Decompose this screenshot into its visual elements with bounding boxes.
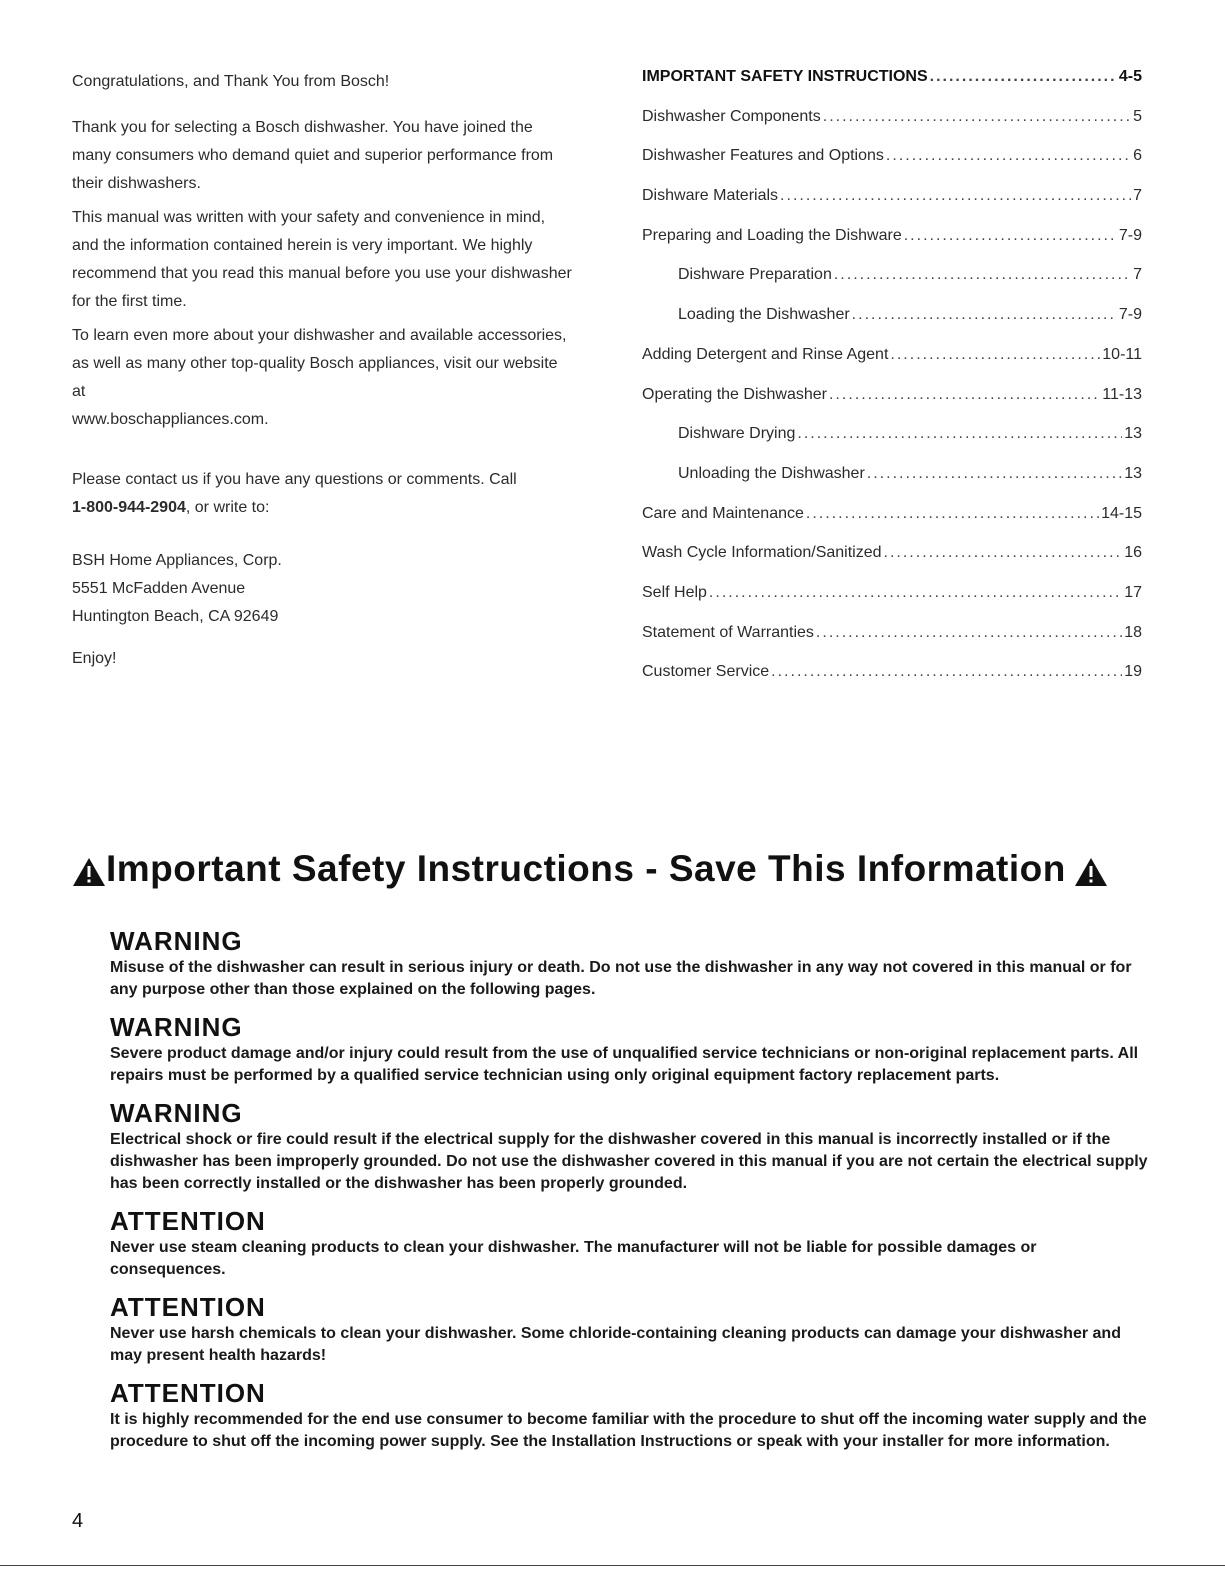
toc-page: 13: [1124, 425, 1142, 443]
toc-page: 7-9: [1118, 306, 1142, 324]
attention-heading: ATTENTION: [110, 1378, 266, 1408]
intro-para2: This manual was written with your safety and convenience in mind, and the information contained herein is very important. We highly recommend that you read this manual before you use your dishwasher for the first time.: [72, 209, 572, 310]
toc-label: Statement of Warranties: [642, 623, 814, 641]
toc-row[interactable]: [642, 346, 1142, 374]
warning-triangle-icon: [1074, 854, 1108, 884]
website-link[interactable]: www.boschappliances.com.: [72, 411, 269, 428]
toc-row[interactable]: [642, 68, 1142, 96]
toc-row[interactable]: [642, 505, 1142, 533]
toc-dots: [816, 624, 1122, 642]
toc-row[interactable]: [642, 584, 1142, 612]
toc-label: Unloading the Dishwasher: [678, 464, 865, 482]
toc-row[interactable]: [642, 624, 1142, 652]
intro-para1: Thank you for selecting a Bosch dishwasher. You have joined the many consumers who demand quiet and superior performance from their dishwashers.: [72, 119, 554, 192]
address-line-1: BSH Home Appliances, Corp.: [72, 552, 282, 569]
table-of-contents: [642, 68, 1142, 703]
toc-row[interactable]: [642, 108, 1142, 136]
toc-label: Adding Detergent and Rinse Agent: [642, 345, 889, 363]
attention-text: Never use steam cleaning products to clean your dishwasher. The manufacturer will not be liable for possible damages or consequences.: [110, 1239, 1037, 1278]
toc-page: 14-15: [1101, 504, 1142, 522]
warning-heading: WARNING: [110, 1098, 243, 1128]
toc-dots: [834, 266, 1131, 284]
warning-heading: WARNING: [110, 1012, 243, 1042]
toc-label: Dishware Materials: [642, 187, 779, 205]
closing-text: Enjoy!: [72, 650, 117, 667]
toc-dots: [829, 386, 1100, 404]
warnings-list: [110, 925, 1150, 1463]
toc-label: Customer Service: [642, 663, 770, 681]
toc-dots: [930, 68, 1117, 86]
toc-page: 16: [1124, 544, 1142, 562]
attention-block: [110, 1377, 1150, 1453]
intro-para3: To learn even more about your dishwasher and available accessories, as well as many other top-quality Bosch appliances, visit our website at: [72, 327, 567, 400]
phone-number: 1-800-944-2904: [72, 499, 186, 516]
toc-row[interactable]: [642, 306, 1142, 334]
toc-page: 17: [1124, 583, 1142, 601]
toc-row[interactable]: [642, 425, 1142, 453]
toc-dots: [771, 663, 1122, 681]
warning-heading: WARNING: [110, 926, 243, 956]
toc-label: IMPORTANT SAFETY INSTRUCTIONS: [642, 68, 928, 85]
toc-row[interactable]: [642, 266, 1142, 294]
warning-text: Misuse of the dishwasher can result in serious injury or death. Do not use the dishwasher in any way not covered in this manual or for any purpose other than those explained on the following pages.: [110, 959, 1132, 998]
toc-label: Dishwasher Components: [642, 107, 821, 125]
toc-dots: [886, 147, 1131, 165]
toc-row[interactable]: [642, 147, 1142, 175]
toc-dots: [867, 465, 1122, 483]
toc-label: Preparing and Loading the Dishware: [642, 226, 902, 244]
contact-suffix: , or write to:: [185, 499, 270, 516]
warning-text: Severe product damage and/or injury could result from the use of unqualified service technicians or non-original replacement parts. All repairs must be performed by a qualified service technician using only original equipment factory replacement parts.: [110, 1045, 1139, 1084]
bottom-rule: [0, 1565, 1225, 1566]
toc-label: Dishwasher Features and Options: [642, 147, 884, 165]
toc-dots: [780, 187, 1131, 205]
address-line-2: 5551 McFadden Avenue: [72, 580, 246, 597]
attention-heading: ATTENTION: [110, 1206, 266, 1236]
warning-block: [110, 1097, 1150, 1195]
attention-text: It is highly recommended for the end use consumer to become familiar with the procedure to shut off the incoming water supply and the procedure to shut off the incoming power supply. See the Installation Instructions or speak with your installer for more information.: [110, 1411, 1147, 1450]
toc-dots: [797, 425, 1122, 443]
toc-dots: [852, 306, 1117, 324]
intro-congrats: Congratulations, and Thank You from Bosch!: [72, 73, 390, 90]
contact-paragraph: [72, 466, 572, 522]
warning-block: [110, 1011, 1150, 1087]
toc-page: 13: [1124, 464, 1142, 482]
toc-label: Wash Cycle Information/Sanitized: [642, 544, 882, 562]
toc-row[interactable]: [642, 663, 1142, 691]
section-title-text: Important Safety Instructions - Save This Information: [106, 848, 1066, 889]
toc-dots: [823, 108, 1131, 126]
toc-page: 11-13: [1102, 385, 1142, 403]
toc-page: 7: [1133, 187, 1142, 205]
section-title: [72, 848, 1152, 890]
toc-row[interactable]: [642, 386, 1142, 414]
toc-row[interactable]: [642, 544, 1142, 572]
intro-column: [72, 68, 572, 673]
page-number: 4: [72, 1510, 84, 1532]
attention-text: Never use harsh chemicals to clean your dishwasher. Some chloride-containing cleaning products can damage your dishwasher and may present health hazards!: [110, 1325, 1121, 1364]
toc-row[interactable]: [642, 187, 1142, 215]
toc-dots: [806, 505, 1099, 523]
toc-page: 5: [1133, 107, 1142, 125]
contact-text: Please contact us if you have any questions or comments. Call: [72, 471, 517, 488]
toc-page: 10-11: [1102, 345, 1142, 363]
toc-dots: [904, 227, 1117, 245]
toc-label: Care and Maintenance: [642, 504, 804, 522]
toc-label: Loading the Dishwasher: [678, 306, 850, 324]
attention-block: [110, 1291, 1150, 1367]
toc-dots: [890, 346, 1100, 364]
toc-page: 7: [1133, 266, 1142, 284]
toc-page: 4-5: [1118, 68, 1142, 85]
toc-page: 7-9: [1118, 226, 1142, 244]
toc-dots: [709, 584, 1122, 602]
toc-label: Operating the Dishwasher: [642, 385, 827, 403]
toc-page: 6: [1133, 147, 1142, 165]
address-line-3: Huntington Beach, CA 92649: [72, 608, 279, 625]
toc-row[interactable]: [642, 465, 1142, 493]
toc-label: Self Help: [642, 583, 707, 601]
toc-dots: [884, 544, 1123, 562]
attention-heading: ATTENTION: [110, 1292, 266, 1322]
toc-page: 18: [1124, 623, 1142, 641]
warning-block: [110, 925, 1150, 1001]
warning-triangle-icon: [72, 854, 106, 884]
toc-page: 19: [1124, 663, 1142, 681]
toc-label: Dishware Preparation: [678, 266, 832, 284]
attention-block: [110, 1205, 1150, 1281]
toc-row[interactable]: [642, 227, 1142, 255]
toc-label: Dishware Drying: [678, 425, 796, 443]
warning-text: Electrical shock or fire could result if the electrical supply for the dishwasher covered in this manual is incorrectly installed or if the dishwasher has been improperly grounded. Do not use the dishwasher covered in this manual if you are not certain the electrical supply has been correctly installed or the dishwasher has been properly grounded.: [110, 1131, 1148, 1192]
